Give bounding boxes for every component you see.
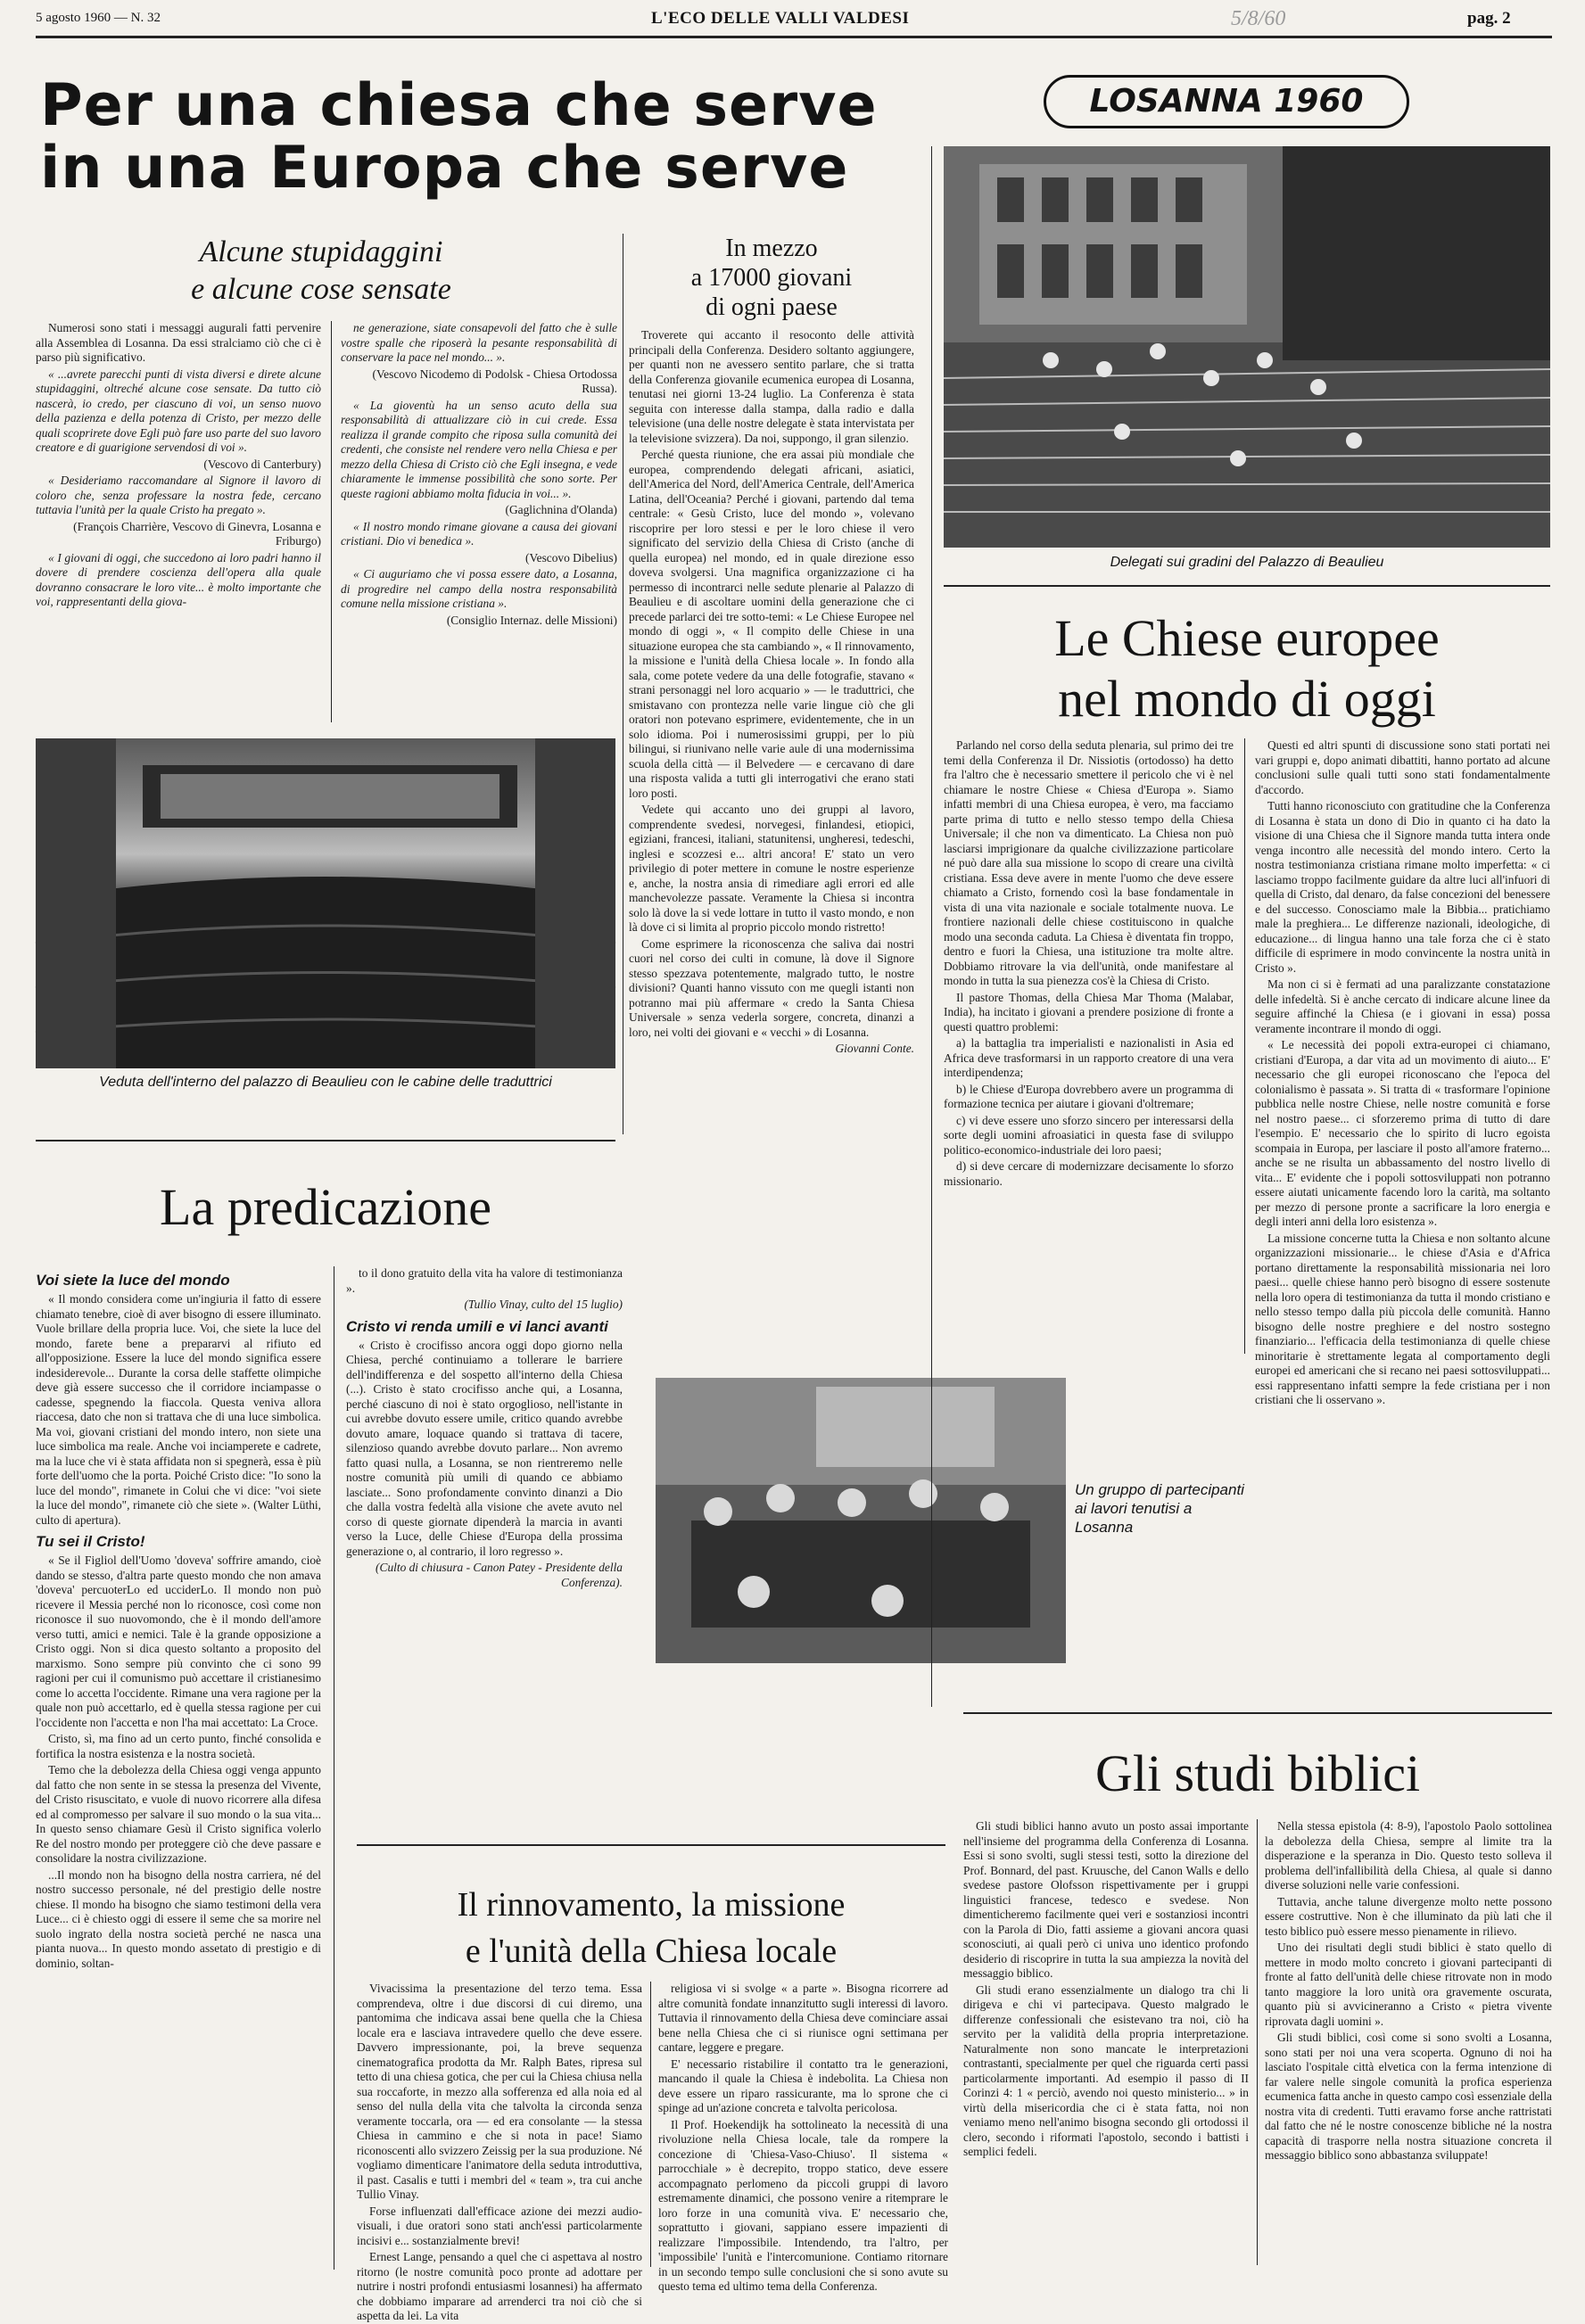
- masthead-date: 5 agosto 1960 — N. 32: [36, 11, 161, 25]
- messages-title-line-2: e alcune cose sensate: [191, 273, 451, 306]
- rule-rinnovamento-top: [357, 1844, 945, 1846]
- predicazione-column-2: to il dono gratuito della vita ha valore di testimonianza ». (Tullio Vinay, culto del 15 luglio) Cristo vi renda umili e vi lanci avanti « Cristo è crocifisso ancora oggi dopo giorno nella Chiesa, perché continuiamo a tollerare le barriere dell'indifferenza e del sospetto all'interno della Chiesa (...). Cristo è stato crocifisso anche qui, a Losanna, perché ciascuno di noi è stato orgoglioso, nell'istante in cui avrebbe dovuto essere umile, critico quando avrebbe dovuto amare, loquace quando si trattava di tacere, silenzioso quando avrebbe dovuto parlare... Non avremo fatto quasi nulla, a Losanna, se non rientreremo nelle nostre comunità più umili di quando ce abbiamo lasciate... Sono profondamente convinto dinanzi a Dio che dalla vostra fedeltà alla visione che avete avuto nel corso di queste giornate dipenderà la marcia in avanti verso la Luce, delle Chiese d'Europa della prossima generazione o, al contrario, il loro regresso ». (Culto di chiusura - Canon Patey - Presidente della Conferenza).: [346, 1266, 623, 1589]
- predicazione-title: La predicazione: [160, 1178, 491, 1236]
- messages-column-1: Numerosi sono stati i messaggi augurali fatti pervenire alla Assemblea di Losanna. Da essi stralciamo ciò che ci è parso più significativo. « ...avrete parecchi punti di vista diversi e direte alcune stupidaggini, oltreché alcune cose sensate. Da tutto ciò nascerà, io credo, per ciascuno di voi, un senso nuovo della pazienza e della potenza di Cristo, per mezzo delle quali scoprirete dove Egli può fare uso parte del suo lavoro creatore e di guarigione servendosi di voi ». (Vescovo di Canterbury) « Desideriamo raccomandare al Signore il lavoro di coloro che, senza professare la nostra fede, cercano tuttavia l'unità per la quale Cristo ha pregato ». (François Charrière, Vescovo di Ginevra, Losanna e Friburgo) « I giovani di oggi, che succedono ai loro padri hanno il dovere di prendere coscienza dell'opera alla quale dovranno consacrare le loro vite... è molto importante che voi, rappresentanti della giova-: [36, 321, 321, 608]
- col-rule-6: [650, 1982, 651, 2267]
- rule-predicazione-top: [36, 1140, 615, 1141]
- giovani-body: Troverete qui accanto il resoconto delle attività principali della Conferenza. Desidero soltanto aggiungere, per quanti non ne avessero sentito parlare, che si tratta della Conferenza giovanile ecumenica europea di Losanna, tenutasi nei giorni 13-24 luglio. La Conferenza è stata seguita con interesse dalla stampa, dalla radio e dalla televisione (una delle nostre delegate è stata intervistata per la televisione svizzera). Da noi, suppongo, il gran silenzio. Perché questa riunione, che era assai più mondiale che europea, comprendendo delegati africani, asiatici, dell'America del Nord, dell'America Centrale, dell'America Latina, dell'Oceania? Perché i giovani, partendo dal tema centrale: « Gesù Cristo, luce del mondo », volevano riscoprire per loro stessi e per le loro chiese il vero significato del servizio della Chiesa di Cristo (anche di quella europea) nel mondo, ed in quale direzione esso doveva svolgersi. Una magnifica organizzazione ci ha permesso di incontrarci nelle sedute plenarie al Palazzo di Beaulieu e di ascoltare uomini della generazione che ci precede parlarci dei tre sotto-temi: « Le Chiese Europee nel mondo di oggi », « Il compito delle Chiese in una situazione europea che sta cambiando », « Il rinnovamento, la missione e l'unità della Chiesa locale ». In fondo alla sala, come potete vedere da una delle fotografie, stavano « strani personaggi nel loro acquario » — le traduttrici, che smistavano con prontezza nelle varie lingue ciò che gli oratori non potevano esprimere, evidentemente, che in un solo idioma. Poi i numerosissimi gruppi, per lo più bilingui, si riunivano nelle varie aule di una modernissima scuola della città — il Belvedere — e cercavano di dare una risposta valida a tutti gli interrogativi che erano stati loro posti. Vedete qui accanto uno dei gruppi al lavoro, comprendente svedesi, norvegesi, finlandesi, etiopici, egiziani, francesi, italiani, statunitensi, ungheresi, tedeschi, inglesi e scozzesi e... altri ancora! E' stato un vero privilegio di poter mettere in comune le nostre esperienze e, anche, la nostra ansia di rimediare agli errori ed alle manchevolezze passate. Veramente la Chiesa si incontra solo là dove la si vede lottare in tutto il vasto mondo, e non là dove ci si limita al proprio piccolo mondo ristretto! Come esprimere la riconoscenza che saliva dai nostri cuori nel corso dei culti in comune, là dove il Signore stesso spezzava potentemente, malgrado tutto, le nostre divisioni? Quanti hanno vissuto con me quegli istanti non potranno mai più affermare « credo la Santa Chiesa Universale » senza vederla sorgere, concreta, dinanzi a loro, nei volti dei giovani e « vecchi » di Losanna. Giovanni Conte.: [629, 328, 914, 1055]
- messages-title: [36, 234, 607, 309]
- photo-gradini-beaulieu: [944, 146, 1550, 548]
- messages-column-2: ne generazione, siate consapevoli del fatto che è sulle vostre spalle che riposerà la pesante responsabilità di conservare la pace nel mondo... ». (Vescovo Nicodemo di Podolsk - Chiesa Ortodossa Russa). « La gioventù ha un senso acuto della sua responsabilità di attualizzare ciò in cui crede. Essa realizza il grande compito che riposa sulla comunità dei credenti, che consiste nel rendere vero nella Chiesa e per mezzo della Chiesa di Cristo ciò che Egli insegna, e vede chiaramente le immense possibilità che sono sorte. Per queste ragioni abbiamo molta fiducia in voi... ». (Gaglichnina d'Olanda) « Il nostro mondo rimane giovane a causa dei giovani cristiani. Dio vi benedica ». (Vescovo Dibelius) « Ci auguriamo che vi possa essere dato, a Losanna, di progredire nel campo della nostra responsabilità comune nella missione cristiana ». (Consiglio Internaz. delle Missioni): [341, 321, 617, 627]
- losanna-badge: [1044, 75, 1409, 128]
- photo-gruppo-image: [656, 1378, 1066, 1663]
- col-rule-7: [1257, 1819, 1258, 2265]
- chiese-title-line-2: nel mondo di oggi: [1058, 670, 1436, 728]
- col-rule-3: [931, 146, 932, 1707]
- chiese-column-2: Questi ed altri spunti di discussione sono stati portati nei vari gruppi e, dopo animati dibattiti, hanno portato ad alcune conclusioni sulle quali tutti sono stati fondamentalmente d'accordo. Tutti hanno riconosciuto con gratitudine che la Conferenza di Losanna è stata un dono di Dio in quanto ci ha dato la visione di una Chiesa che il Signore manda tutta intera onde venga incontro alle necessità del mondo intero. Certo la nostra testimonianza cristiana rimane molto imperfetta: « ci lasciamo troppo facilmente guidare da altre luci all'infuori di quella di Cristo, dal denaro, da false concezioni del benessere e del successo. Conosciamo male la Bibbia... pratichiamo male la preghiera... Le differenze nazionali, ideologiche, di educazione... di lingua hanno una tale forza che ci è stato difficile di esprimere in modo convincente la nostra unità in Cristo ». Ma non ci si è fermati ad una paralizzante constatazione delle infedeltà. Si è anche cercato di indicare alcune linee da seguire affinché la Chiesa (e i giovani in essa) possa veramente incontrare il mondo di oggi. « Le necessità dei popoli extra-europei ci chiamano, cristiani d'Europa, a dar vita ad un movimento di aiuto... E' necessario che gli europei riconoscano che l'epoca del colonialismo è passata ». Si tratta di « trasformare l'opinione pubblica nelle nostre Chiese, nelle nostre comunità e forse nel nostro paese... ci sforzeremo prima di tutto di dare l'esempio. E' necessario che lo spirito di lucro egoista scompaia in Europa, per lasciare il posto all'amore fraterno... anche se ne risulta un abbassamento del nostro livello di vita... E' evidente che i popoli sottosviluppati non potranno essere aiutati unicamente facendo loro la carità, ma soltanto per mezzo di persone pronte a sacrificare la loro energia e degli interi anni della loro esistenza ». La missione concerne tutta la Chiesa e non soltanto alcune organizzazioni missionarie... le chiese d'Asia e d'Africa portano direttamente la responsabilità missionaria nei loro paesi... quelle chiese hanno però bisogno di essere sostenute nella loro opera di testimonianza da tutta il mondo cristiano e nello stesso tempo dalla più piccola delle comunità. Hanno bisogno delle nostre preghiere e del nostro sostegno finanziario... l'efficacia della testimonianza di quelle chiese minoritarie è strettamente legata al comportamento degli europei ed americani che si recano nei paesi sottosviluppati... essi rappresentano infatti sempre la fede cristiana per i non cristiani che li osservano ».: [1255, 738, 1550, 1406]
- chiese-title-line-1: Le Chiese europee: [1054, 609, 1440, 667]
- giovani-title-line-3: di ogni paese: [706, 293, 838, 321]
- badge-label: LOSANNA 1960: [1089, 83, 1364, 119]
- caption-interno: Veduta dell'interno del palazzo di Beaulieu con le cabine delle traduttrici: [99, 1075, 552, 1090]
- studi-title: Gli studi biblici: [1094, 1744, 1421, 1802]
- sub-tu-sei-cristo: Tu sei il Cristo!: [36, 1533, 145, 1550]
- giovani-title: [629, 234, 914, 322]
- headline-line-1: Per una chiesa che serve: [40, 72, 878, 139]
- masthead: [36, 7, 1552, 34]
- giovani-title-line-1: In mezzo: [725, 235, 818, 262]
- col-rule-4: [1244, 738, 1245, 1354]
- masthead-paper-name: L'ECO DELLE VALLI VALDESI: [651, 9, 910, 28]
- rinnovamento-title-line-1: Il rinnovamento, la missione: [457, 1886, 846, 1924]
- giovani-title-line-2: a 17000 giovani: [690, 264, 853, 292]
- photo-gruppo: [656, 1378, 1066, 1663]
- caption-beaulieu: Delegati sui gradini del Palazzo di Beaulieu: [1110, 555, 1384, 570]
- rinnovamento-title: [357, 1882, 945, 1974]
- masthead-rule: [36, 36, 1552, 38]
- sub-voi-siete-luce: Voi siete la luce del mondo: [36, 1272, 230, 1289]
- main-headline: [40, 72, 932, 202]
- predicazione-column-1: Voi siete la luce del mondo « Il mondo considera come un'ingiuria il fatto di essere chiamato tenebre, cioè di aver bisogno di essere illuminato. Vuole brillare della propria luce. Voi, che siete la luce del mondo, farete bene a prepararvi al rifiuto ed all'opposizione. Essere la luce del mondo significa essere indesiderevole... Durante la corsa delle staffette olimpiche deve già essere successo che il corridore inciampasse o cadesse, spegnendo la fiaccola. Questa veniva allora riaccesa, dato che non si trattava che di una luce simbolica. Ma voi, giovani cristiani del mondo intero, non siete una luce simbolica ma reale. Anche voi inciamperete e cadrete, ma la luce che vi è stata affidata non si spegnerà, essa è più forte dell'uomo che la porta. Poiché Cristo dice: "Io sono la luce del mondo", rimanete in Colui che vi dice: "voi siete la luce del mondo", rimanete ciò che siete ». (Walter Lüthi, culto di apertura). Tu sei il Cristo! « Se il Figliol dell'Uomo 'doveva' soffrire amando, cioè dando se stesso, d'altra parte questo mondo che non amava 'doveva' percuoterLo ed ucciderLo. Il mondo non può ricevere il Messia perché non lo riconosce, così come non riconosce il suo nuovomondo, che è il mondo dell'amore verso tutti, amici e nemici. Tale è la grande opposizione a Cristo oggi. Non si dica questo soltanto a proposito del marxismo. Sono sempre più convinto che ci sono 99 ragioni per cui il comunismo può accettare il cristianesimo come lo accetta l'occidente. Rimane una vera ragione per la quale non può accettarlo, ed è quella stessa ragione per cui l'occidente non l'accetta e non l'ha mai accettato: La Croce. Cristo, sì, ma fino ad un certo punto, finché consolida e fortifica la nostra esistenza e la nostra società. Temo che la debolezza della Chiesa oggi venga appunto dal fatto che non sente in se stessa la presenza del Vivente, del Cristo risuscitato, e vuole di nuovo ricorrere alla difesa ed al compromesso per salvare il suo mondo o la sua vita... In questo senso chiamare Gesù il Cristo significa volerlo Re del nostro mondo per proteggere ciò che deve passare e consolidare la nostra civilizzazione. ...Il mondo non ha bisogno della nostra carriera, né del nostro successo personale, né del prestigio delle nostre chiese. Il mondo ha bisogno che siamo testimoni della vera Luce... ci è chiesto oggi di essere il seme che sa morire nel suolo ingrato della nostra società perché ne nasca una pianta nuova... In questo mondo assetato di prestigio e di dominio, soltan-: [36, 1272, 321, 1970]
- rinnovamento-column-2: religiosa vi si svolge « a parte ». Bisogna ricorrere ad altre comunità fondate innanzitutto sugli interessi di lavoro. Tuttavia il rinnovamento della Chiesa deve cominciare assai bene nella Chiesa che ci si riunisce ogni settimana per cantare, leggere e pregare. E' necessario ristabilire il contatto tra le generazioni, mancando il quale la Chiesa è indebolita. La Chiesa non deve essere un riparo rassicurante, ma lo sprone che ci spinge ad un'azione concreta e talvolta pericolosa. Il Prof. Hoekendijk ha sottolineato la necessità di una rivoluzione nella Chiesa locale, tale da rompere la concezione di 'Chiesa-Vaso-Chiuso'. Il sistema « parrocchiale » è decrepito, troppo statico, deve essere accompagnato perlomeno da piccoli gruppi di lavoro estremamente dinamici, che possono venire a ritemprare le loro forze in una comunità viva. E' necessario che, soprattutto i giovani, sappiano essere impazienti di realizzare l'impossibile. Intendendo, tra l'altro, per 'impossibile' l'unità e l'intercomunione. Contiamo ritornare in un secondo tempo sulle conclusioni che si sono avute su questo tema ed ultimo tema della Conferenza.: [658, 1982, 948, 2293]
- photo-interno-image: [36, 738, 615, 1068]
- rule-chiese-top: [944, 585, 1550, 587]
- messages-title-line-1: Alcune stupidaggini: [199, 235, 443, 268]
- chiese-column-1: Parlando nel corso della seduta plenaria, sul primo dei tre temi della Conferenza il Dr. Nissiotis (ortodosso) ha detto fra l'altro che è necessario smettere il pericolo che vi è nel chiamare le nostre Chiese « Chiesa d'Europa ». Siamo infatti membri di una Chiesa europea, è vero, ma facciamo parte prima di tutto e nello stesso tempo della Chiesa Universale; il che non va dimenticato. La Chiesa non può lasciarsi imprigionare da qualche civilizzazione particolare né può dare alla sua missione lo scopo di creare una civiltà cristiana. Essa deve avere in mente l'uomo che deve essere chiamato a Cristo, fornendo così la base fondamentale in vista di una vita nazionale e sociale totalmente nuova. Le frontiere nazionali delle chiese costituiscono in qualche modo una seconda caduta. La Chiesa è diventata fin troppo, dentro e fuori la Chiesa, una istituzione tra molte altre. Dobbiamo ritrovare la via dell'unità, onde manifestare al mondo in tutta la sua pienezza cos'è la Chiesa di Cristo. Il pastore Thomas, della Chiesa Mar Thoma (Malabar, India), ha incitato i giovani a prendere posizione di fronte a questi quattro problemi: a) la battaglia tra imperialisti e nazionalisti in Asia ed Africa deve trasformarsi in un rapporto creatore di una vera interdipendenza; b) le Chiese d'Europa dovrebbero avere un programma di formazione tecnica per aiutare i giovani d'oltremare; c) vi deve essere uno sforzo sincero per interessarsi della sorte degli uomini afroasiatici in questa fase di sviluppo politico-economico-industriale dei loro paesi; d) si deve cercare di modernizzare decisamente lo sforzo missionario.: [944, 738, 1234, 1188]
- giovani-author: Giovanni Conte.: [835, 1042, 914, 1055]
- caption-gruppo: Un gruppo di partecipanti ai lavori tenutisi a Losanna: [1075, 1481, 1244, 1536]
- photo-beaulieu-image: [944, 146, 1550, 548]
- masthead-page-number: pag. 2: [1467, 9, 1511, 28]
- studi-column-2: Nella stessa epistola (4: 8-9), l'apostolo Paolo sottolinea la debolezza della Chiesa, sempre al limite tra la disperazione e la speranza in Dio. Questo testo solleva il problema dell'infallibilità della Chiesa, al quale si danno diverse soluzioni nelle varie confessioni. Tuttavia, anche talune divergenze molto nette possono essere costruttive. Non è che illuminato da più lati che il testo biblico può essere messo pienamente in rilievo. Uno dei risultati degli studi biblici è stato quello di mettere in modo molto concreto i giovani partecipanti di fronte al fatto dell'unità delle chiese ritrovate non in modo tanto maggiore la loro unità ora gravemente oscurata, quanto più si avvicineranno a Cristo « pietra vivente riprovata dagli uomini ». Gli studi biblici, così come si sono svolti a Losanna, sono stati per noi una vera scoperta. Ognuno di noi ha lasciato l'ospitale città elvetica con la ferma intenzione di far valere nelle singole comunità la profica esperienza ecumenica fatta anche in questo campo così essenziale della nostra vita di credenti. Tutti eravamo forse anche rattristati dal fatto che né le nostre conoscenze bibliche né la nostra capacità di trasporre nella nostra situazione concreta il messaggio biblico sono abbastanza sviluppate!: [1265, 1819, 1552, 2162]
- rinnovamento-title-line-2: e l'unità della Chiesa locale: [465, 1933, 838, 1970]
- sub-cristo-vi-renda-umili: Cristo vi renda umili e vi lanci avanti: [346, 1317, 608, 1335]
- rule-studi-top: [963, 1712, 1552, 1714]
- col-rule-1: [331, 321, 332, 722]
- photo-interno-beaulieu: [36, 738, 615, 1068]
- rinnovamento-column-1: Vivacissima la presentazione del terzo tema. Essa comprendeva, oltre i due discorsi di cui diremo, una pantomima che indicava assai bene quella che la Chiesa locale era e lasciava intravedere quello che deve essere. Davvero impressionante, poi, la breve sequenza cinematografica prodotta da Mr. Ralph Bates, ripresa sul tetto di una chiesa gotica, che per cui la Chiesa chiusa nella sua roccaforte, in mezzo alla sofferenza ed alla noia ed al senso del nulla della vita che talvolta la circonda senza veramente toccarla, ora — ed era consolante — la stessa Chiesa in cammino e che si nota in pace! Siamo riconoscenti allo svizzero Zeissig per la sua produzione. Né vogliamo dimenticare l'animatore della seduta introduttiva, il past. Casalis e tutti i membri del « team », tra cui anche Tullio Vinay. Forse influenzati dall'efficace azione dei mezzi audio-visuali, i due oratori sono stati anch'essi particolarmente incisivi e... sostanzialmente brevi! Ernest Lange, pensando a quel che ci aspettava al nostro ritorno (le nostre comunità poco pronte ad adottare per nutrire i nostri profondi entusiasmi losannesi) ha affermato che dobbiamo imparare ad arrenderci tra noi ciò che si aspetta da lei. La vita: [357, 1982, 642, 2322]
- studi-column-1: Gli studi biblici hanno avuto un posto assai importante nell'insieme del programma della Conferenza di Losanna. Essi si sono svolti, sugli stessi testi, sotto la direzione del Prof. Bonnard, del past. Kruusche, del Canon Walls e dello svedese pastore Olofsson rispettivamente per i gruppi linguistici francese, tedesco e svedese. Non dimenticheremo facilmente quei veri e sostanziosi incontri con la Parola di Dio, fatti assieme a giovani ancora quasi sconosciuti, ai quali però ci univa uno identico profondo desiderio di riscoprire in tutta la sua ampiezza la novità del messaggio biblico. Gli studi erano essenzialmente un dialogo tra chi li dirigeva e chi vi partecipava. Questo malgrado le differenze confessionali che esistevano tra noi, ciò ha servito per la validità della propria interpretazione. Naturalmente non sono mancate le interpretazioni contrastanti, specialmente per quel che riguarda certi passi particolarmente importanti. Ad esempio il passo di II Corinzi 4: 1 « perciò, avendo noi questo ministerio... » in virtù della misericordia che ci è stata fatta, noi non veniamo meno nell'animo bisogna secondo gli ortodossi il clero, secondo i riformati l'apostolo, secondo i battisti i semplici fedeli.: [963, 1819, 1249, 2158]
- chiese-title: [944, 608, 1550, 729]
- masthead-handwritten-date: 5/8/60: [1231, 7, 1286, 30]
- headline-line-2: in una Europa che serve: [40, 135, 849, 202]
